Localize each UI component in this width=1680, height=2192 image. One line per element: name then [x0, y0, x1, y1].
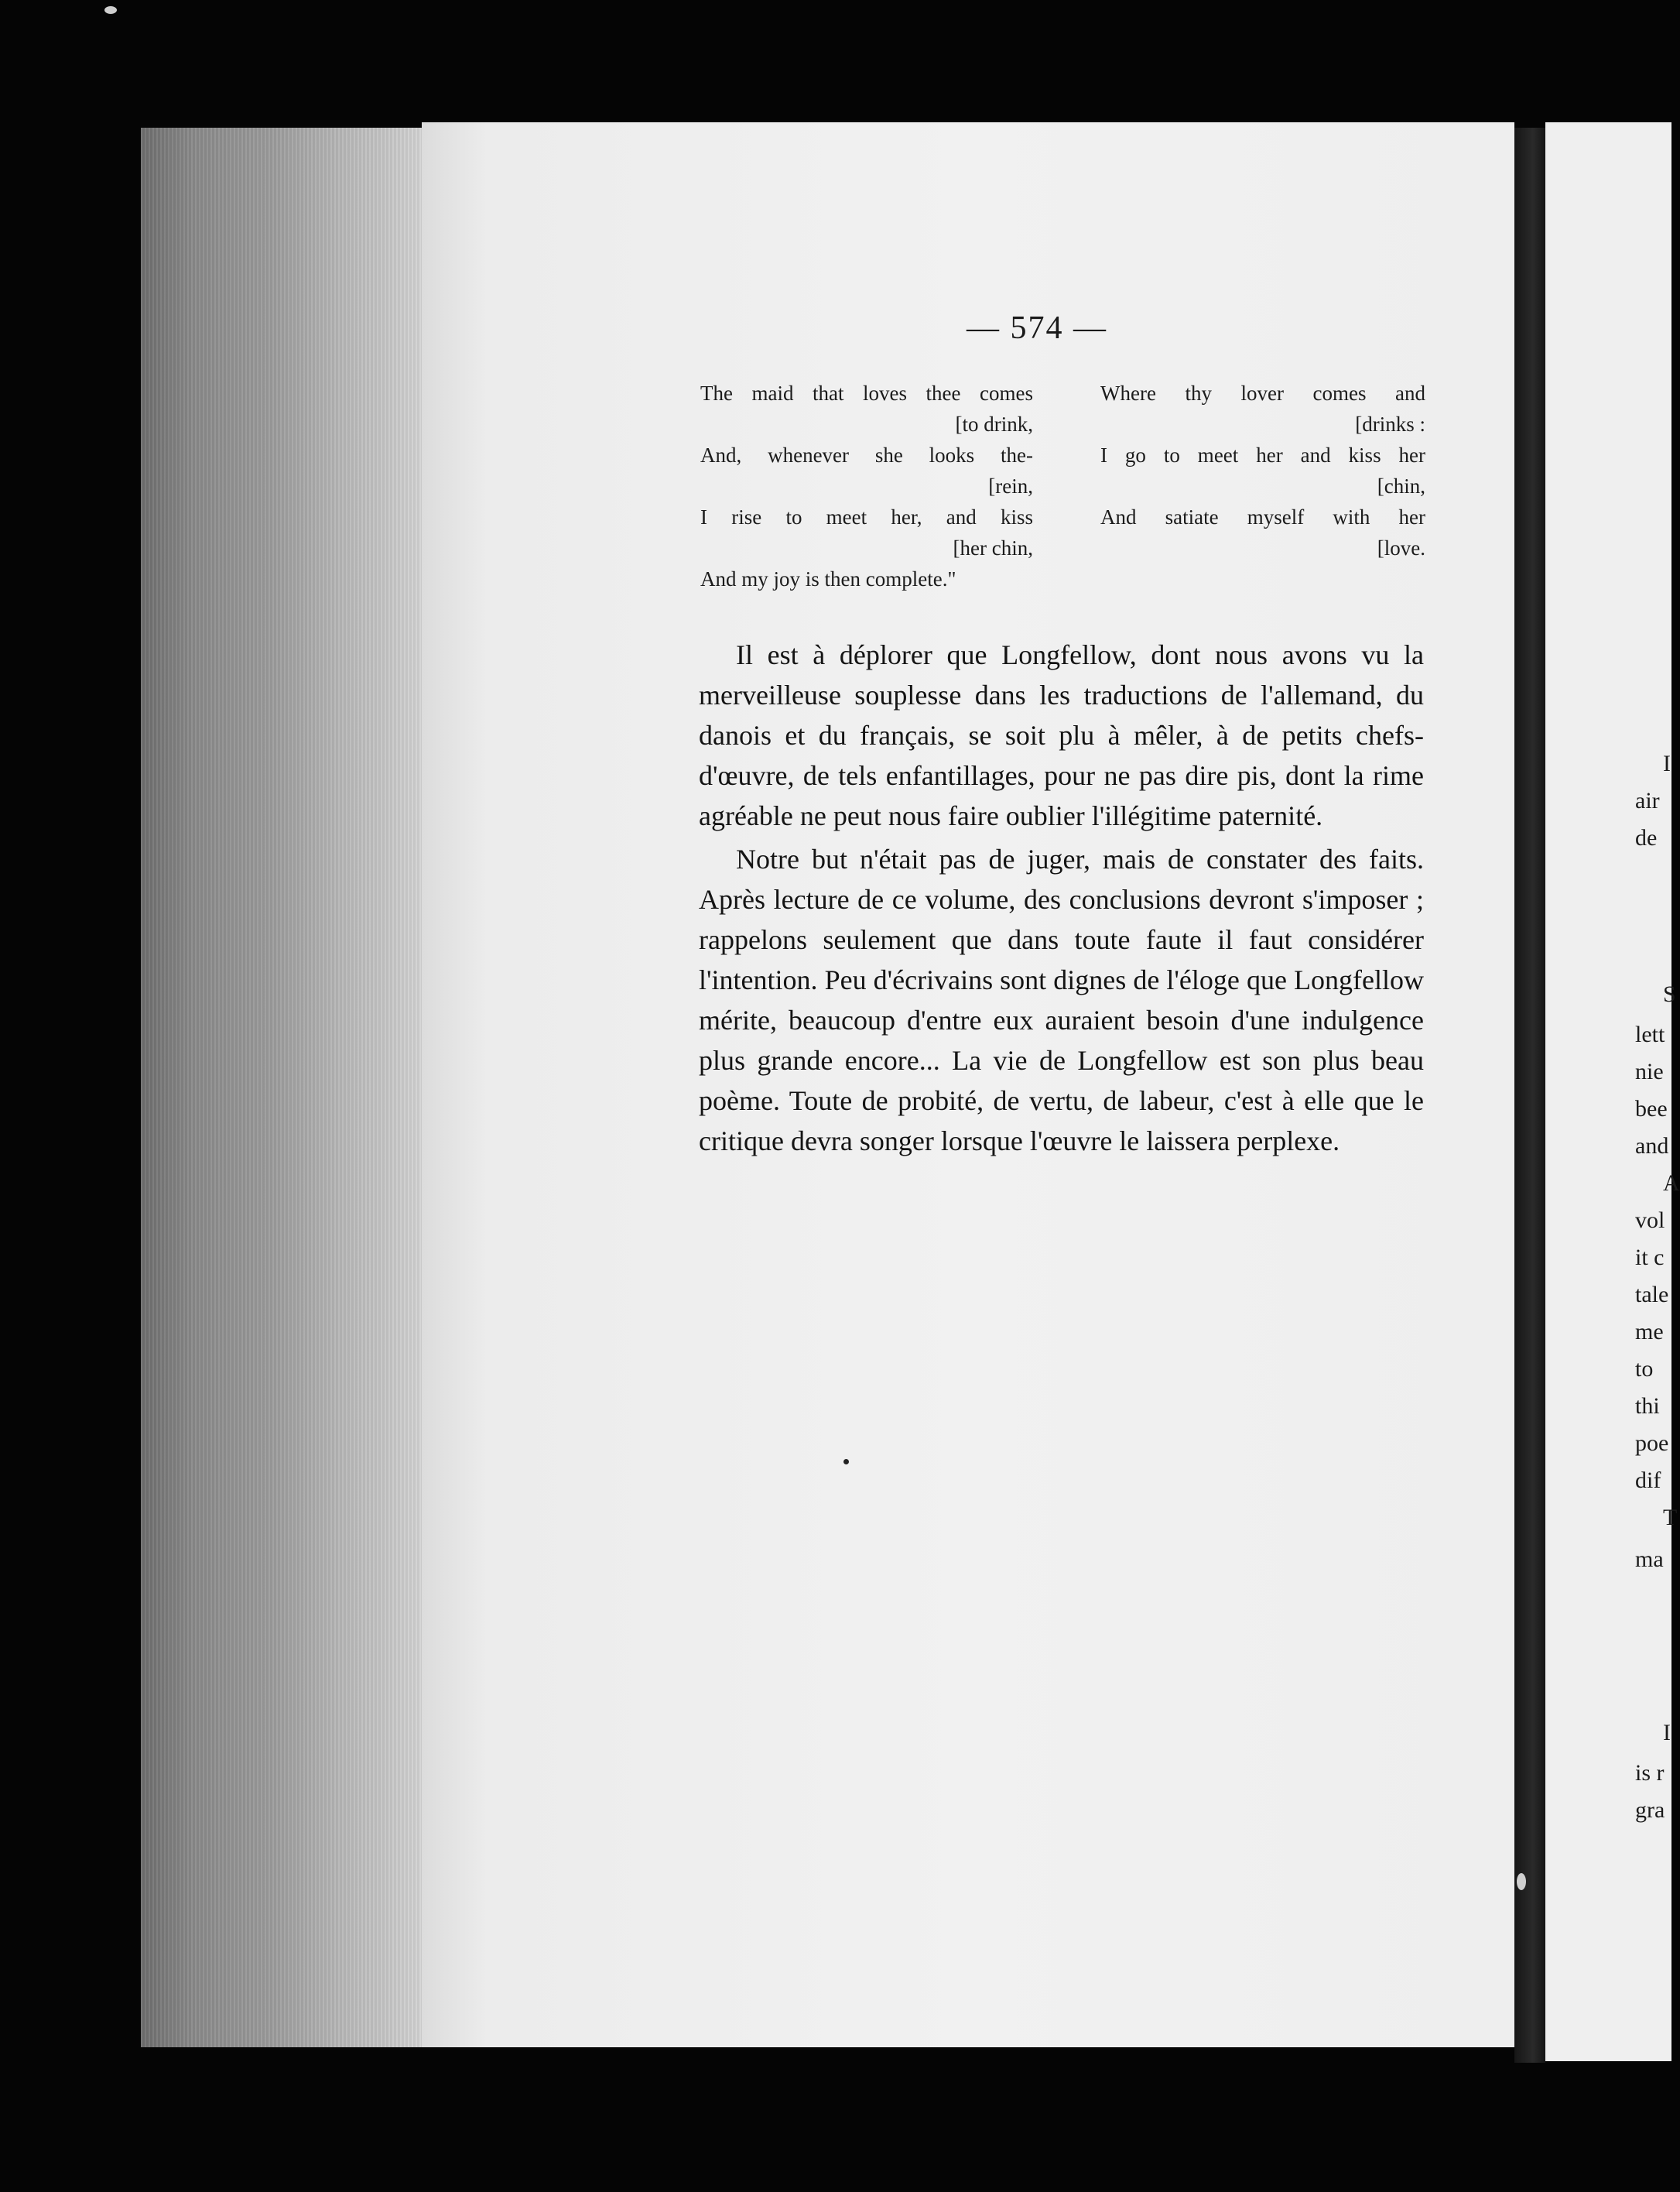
- poem-left-column: [700, 378, 1033, 594]
- poem-line: [drinks :: [1355, 413, 1425, 436]
- next-page-fragment: nie: [1635, 1059, 1664, 1084]
- next-page-fragment: it c: [1635, 1245, 1665, 1270]
- next-page-fragment: de: [1635, 825, 1658, 851]
- poem-line: [to drink,: [955, 413, 1033, 436]
- next-page-fragment: tale: [1635, 1282, 1669, 1307]
- poem-line: The maid that loves thee comes: [700, 382, 1033, 405]
- poem-line: Where thy lover comes and: [1100, 382, 1425, 405]
- poem-line: And, whenever she looks the-: [700, 444, 1033, 467]
- poem-line: [love.: [1377, 536, 1425, 560]
- next-page-fragment: thi: [1635, 1393, 1660, 1419]
- next-page-fragment: T: [1663, 1505, 1678, 1530]
- poem-line: [rein,: [988, 474, 1033, 498]
- next-page-fragment: vol: [1635, 1207, 1665, 1233]
- poem-right-column: [1100, 378, 1425, 563]
- next-page-fragment: to: [1635, 1356, 1654, 1382]
- prose-body: [699, 635, 1424, 1161]
- scan-speck: [104, 6, 117, 14]
- book-gutter: [1514, 128, 1545, 2063]
- next-page-fragment: lett: [1635, 1022, 1665, 1047]
- next-page-fragment: S: [1663, 981, 1676, 1007]
- next-page-fragment: dif: [1635, 1468, 1661, 1493]
- poem-line: [her chin,: [953, 536, 1033, 560]
- next-page-fragment: me: [1635, 1319, 1664, 1344]
- poem-line: [chin,: [1377, 474, 1425, 498]
- next-page-fragment: poe: [1635, 1430, 1669, 1456]
- next-page-partial: [1545, 122, 1680, 2061]
- book-page-edges: [141, 128, 427, 2047]
- next-page-fragment: is r: [1635, 1760, 1665, 1786]
- poem-line: And my joy is then complete.": [700, 567, 956, 591]
- poem-line: I go to meet her and kiss her: [1100, 444, 1425, 467]
- next-page-fragment: I: [1663, 1720, 1671, 1745]
- scan-speck: [1517, 1873, 1526, 1890]
- page-number: — 574 —: [967, 310, 1107, 346]
- next-page-fragment: and: [1635, 1133, 1669, 1159]
- next-page-fragment: A: [1663, 1170, 1680, 1196]
- paragraph: Il est à déplorer que Longfellow, dont nous avons vu la merveilleuse souplesse dans les traductions de l'allemand, du danois et du français, se soit plu à mêler, à de petits chefs-d'œuvre, de tels enfantillages, pour ne pas dire pis, dont la rime agréable ne peut nous faire oublier l'illégitime paternité.: [699, 639, 1424, 831]
- next-page-fragment: bee: [1635, 1096, 1668, 1122]
- paragraph: Notre but n'était pas de juger, mais de constater des faits. Après lecture de ce volume, des conclusions devront s'imposer ; rappelons seulement que dans toute faute il faut considérer l'intention. Peu d'écrivains sont dignes de l'éloge que Longfellow mérite, beaucoup d'entre eux auraient besoin d'une indulgence plus grande encore... La vie de Longfellow est son plus beau poème. Toute de probité, de vertu, de labeur, c'est à elle que le critique devra songer lorsque l'œuvre le laissera perplexe.: [699, 844, 1424, 1156]
- next-page-fragment: gra: [1635, 1797, 1665, 1823]
- ink-speck: [843, 1459, 849, 1464]
- next-page-fragment: air: [1635, 788, 1660, 813]
- poem-line: I rise to meet her, and kiss: [700, 505, 1033, 529]
- next-page-fragment: ma: [1635, 1546, 1664, 1572]
- next-page-fragment: I: [1663, 751, 1671, 776]
- poem-line: And satiate myself with her: [1100, 505, 1425, 529]
